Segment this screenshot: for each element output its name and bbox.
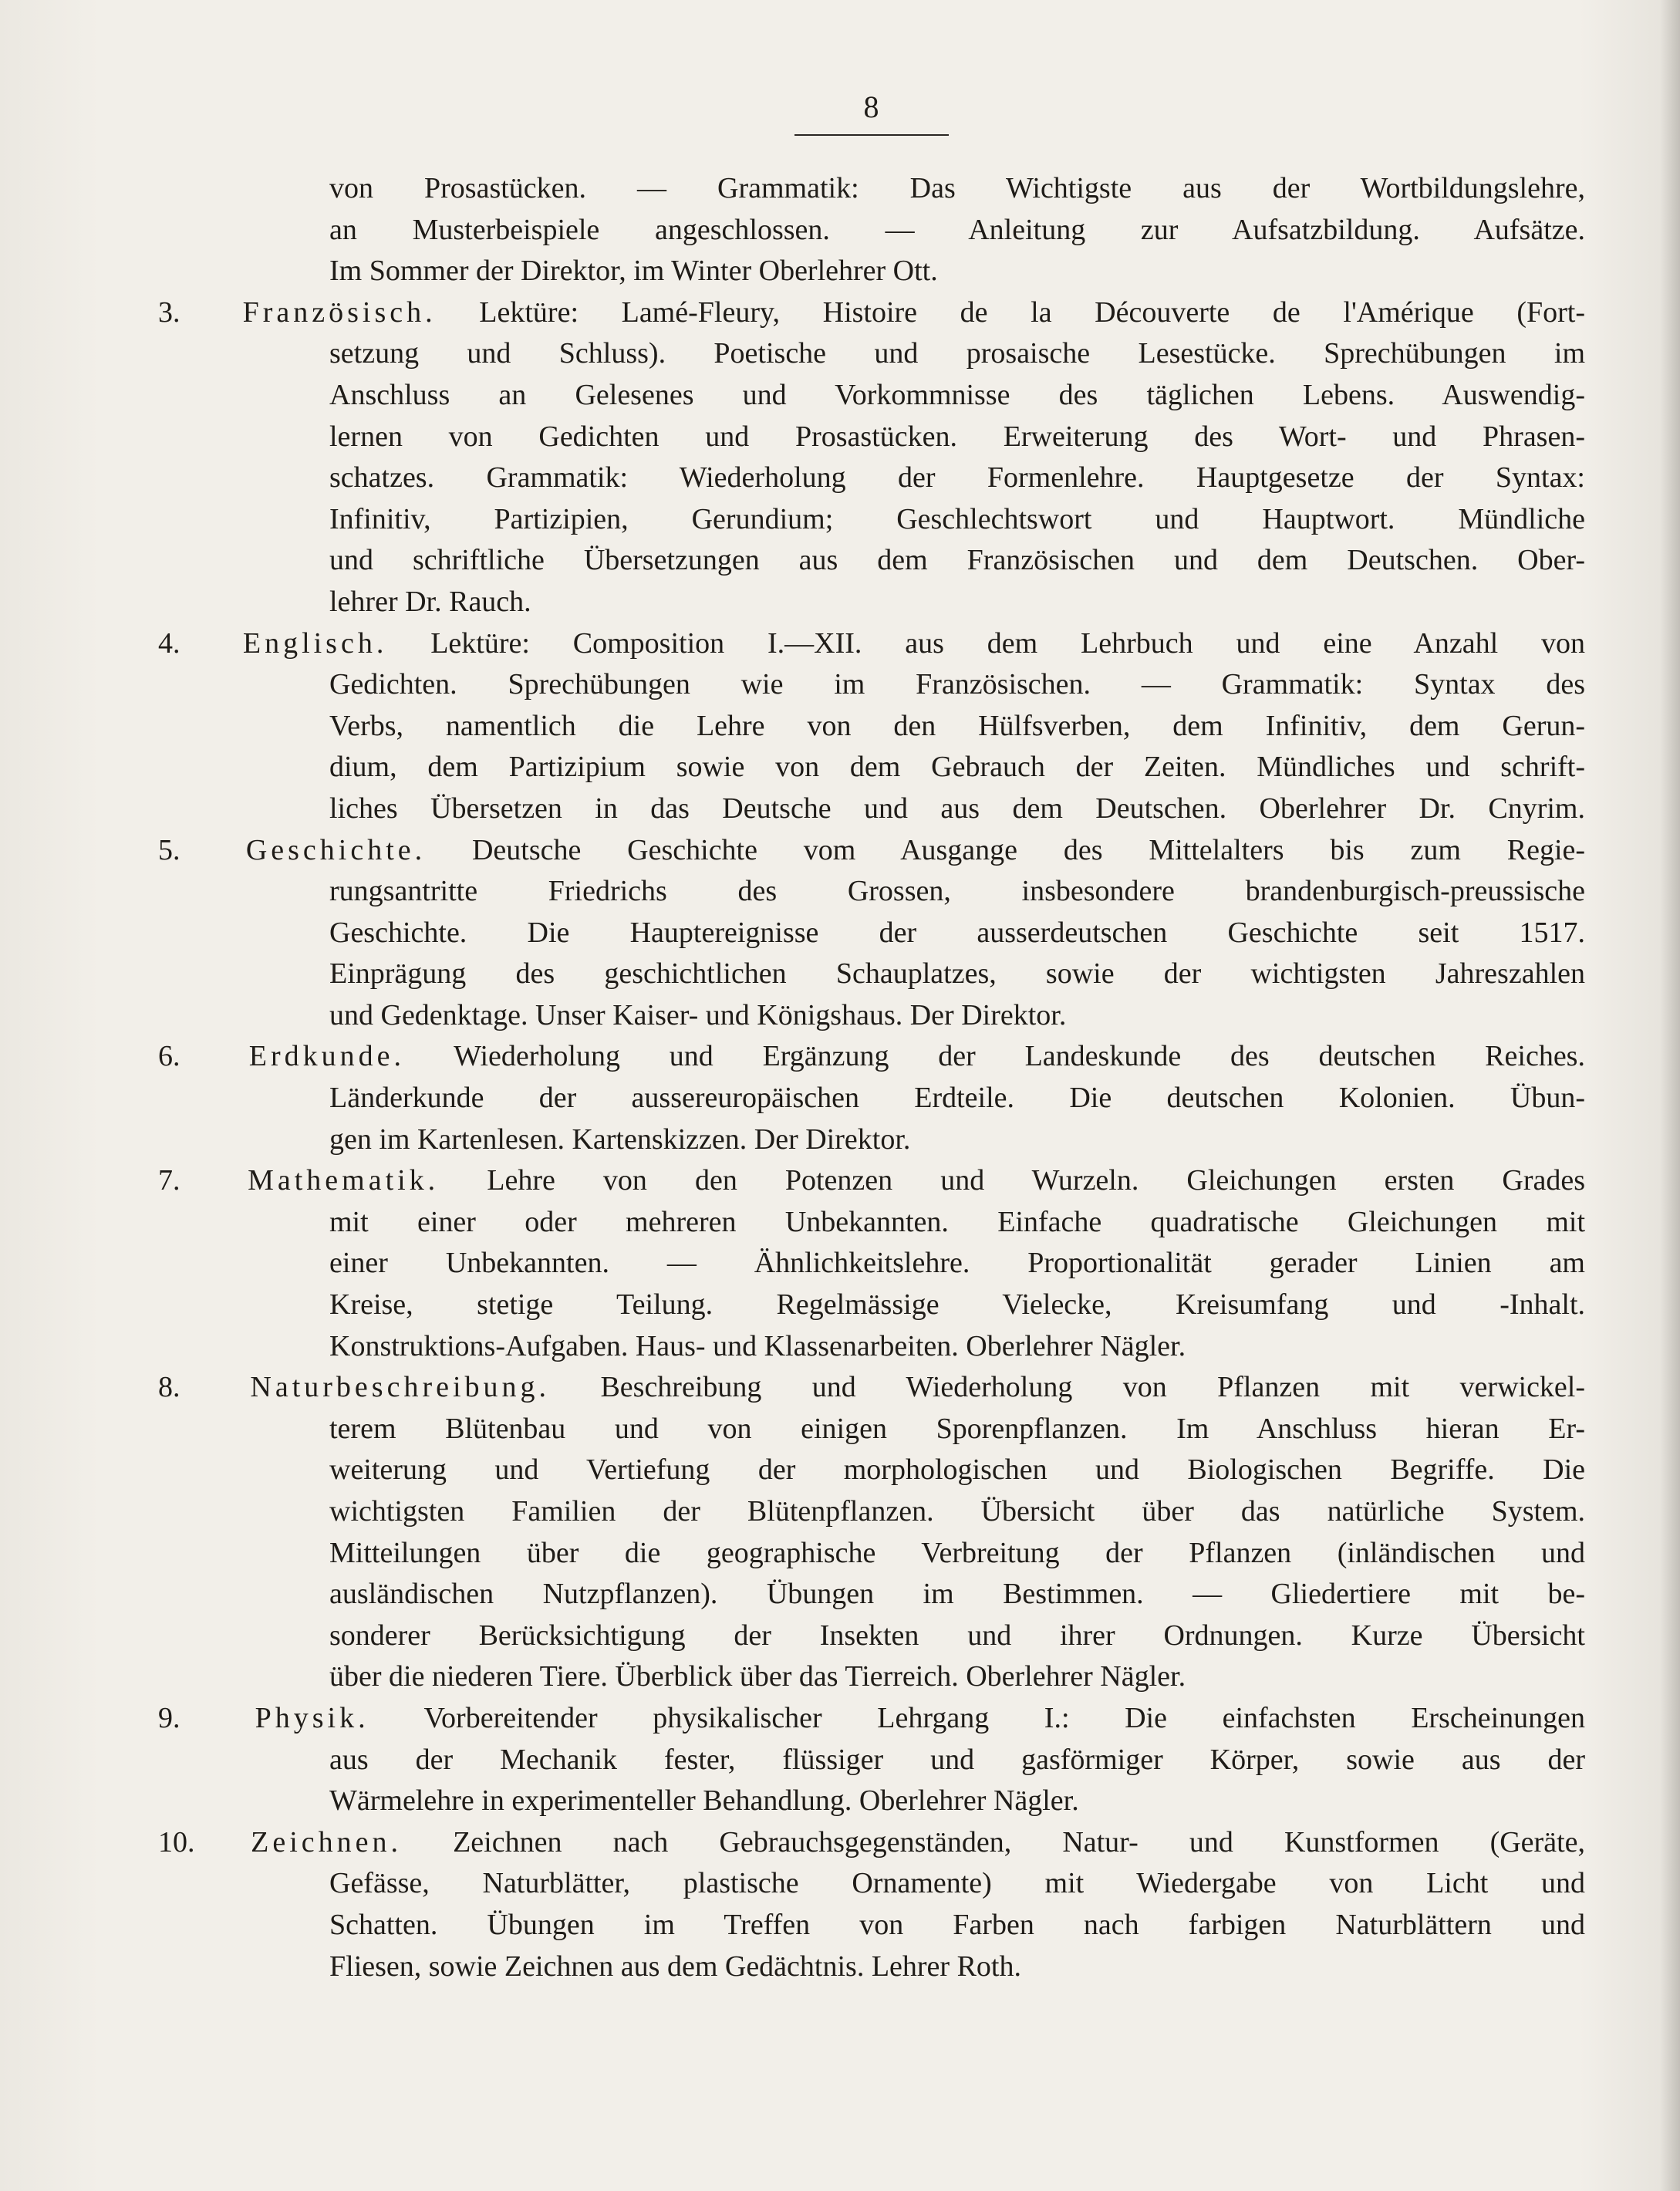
text-line: setzung und Schluss). Poetische und prosaische Lesestücke. Sprechübungen im	[329, 337, 1585, 370]
text-line: Mitteilungen über die geographische Verbreitung der Pflanzen (inländischen und	[329, 1536, 1585, 1569]
section-naturbeschreibung	[158, 1367, 1585, 1698]
section-title: Mathematik.	[248, 1164, 440, 1197]
text-line: rungsantritte Friedrichs des Grossen, insbesondere brandenburgisch-preussische	[329, 875, 1585, 908]
section-number: 8.	[158, 1371, 180, 1404]
text-line: Einprägung des geschichtlichen Schauplatzes, sowie der wichtigsten Jahreszahlen	[329, 957, 1585, 991]
section-number: 9.	[158, 1701, 180, 1734]
text-line: Anschluss an Gelesenes und Vorkommnisse des täglichen Lebens. Auswendig-	[329, 378, 1585, 411]
text-line: Schatten. Übungen im Treffen von Farben nach farbigen Naturblättern und	[329, 1908, 1585, 1941]
section-mathematik	[158, 1160, 1585, 1367]
section-physik	[158, 1698, 1585, 1822]
text-line: dium, dem Partizipium sowie von dem Gebrauch der Zeiten. Mündliches und schrift-	[329, 751, 1585, 784]
section-title: Physik.	[255, 1701, 369, 1734]
text-line: und schriftliche Übersetzungen aus dem Französischen und dem Deutschen. Ober-	[329, 544, 1585, 577]
text-line: und Gedenktage. Unser Kaiser- und Königshaus. Der Direktor.	[329, 998, 1067, 1031]
section-title: Erdkunde.	[248, 1040, 406, 1073]
section-number: 6.	[158, 1040, 180, 1073]
text-line: an Musterbeispiele angeschlossen. — Anleitung zur Aufsatzbildung. Aufsätze.	[329, 213, 1585, 246]
text-line: schatzes. Grammatik: Wiederholung der Formenlehre. Hauptgesetze der Syntax:	[329, 461, 1585, 495]
text-line: mit einer oder mehreren Unbekannten. Einfache quadratische Gleichungen mit	[329, 1205, 1585, 1238]
text-line: über die niederen Tiere. Überblick über das Tierreich. Oberlehrer Nägler.	[329, 1660, 1186, 1693]
section-first-text: Lehre von den Potenzen und Wurzeln. Gleichungen ersten Grades	[487, 1164, 1586, 1197]
text-line: Im Sommer der Direktor, im Winter Oberlehrer Ott.	[329, 255, 938, 288]
section-title: Geschichte.	[245, 833, 427, 866]
page-number: 8	[863, 89, 880, 124]
text-line: lernen von Gedichten und Prosastücken. Erweiterung des Wort- und Phrasen-	[329, 420, 1585, 453]
text-line: lehrer Dr. Rauch.	[329, 585, 531, 618]
section-first-text: Wiederholung und Ergänzung der Landeskunde des deutschen Reiches.	[454, 1040, 1585, 1073]
intro-paragraph	[158, 168, 1585, 292]
section-first-text: Lektüre: Lamé-Fleury, Histoire de la Découverte de l'Amérique (Fort-	[479, 295, 1586, 329]
section-first-text: Vorbereitender physikalischer Lehrgang I.: Die einfachsten Erscheinungen	[423, 1701, 1586, 1734]
text-line: aus der Mechanik fester, flüssiger und gasförmiger Körper, sowie aus der	[329, 1743, 1585, 1776]
section-first-text: Deutsche Geschichte vom Ausgange des Mittelalters bis zum Regie-	[471, 833, 1586, 866]
page-body	[158, 168, 1585, 1987]
text-line: Kreise, stetige Teilung. Regelmässige Vielecke, Kreisumfang und -Inhalt.	[329, 1288, 1585, 1322]
text-line: Gedichten. Sprechübungen wie im Französischen. — Grammatik: Syntax des	[329, 668, 1585, 701]
page-number-rule	[794, 134, 949, 136]
section-first-line	[158, 623, 1585, 665]
section-first-line	[158, 1036, 1585, 1078]
section-englisch	[158, 623, 1585, 830]
section-geschichte	[158, 830, 1585, 1037]
section-title: Naturbeschreibung.	[250, 1371, 551, 1404]
page-edge-shadow	[1660, 0, 1680, 2191]
text-line: Fliesen, sowie Zeichnen aus dem Gedächtnis. Lehrer Roth.	[329, 1950, 1021, 1983]
text-line: sonderer Berücksichtigung der Insekten und ihrer Ordnungen. Kurze Übersicht	[329, 1619, 1585, 1652]
section-first-line	[158, 830, 1585, 872]
text-line: einer Unbekannten. — Ähnlichkeitslehre. Proportionalität gerader Linien am	[329, 1247, 1585, 1280]
section-number: 4.	[158, 626, 180, 660]
section-franzoesisch	[158, 292, 1585, 623]
section-title: Zeichnen.	[251, 1825, 402, 1858]
text-line: Infinitiv, Partizipien, Gerundium; Geschlechtswort und Hauptwort. Mündliche	[329, 502, 1585, 535]
text-line: terem Blütenbau und von einigen Sporenpflanzen. Im Anschluss hieran Er-	[329, 1412, 1585, 1445]
text-line: Geschichte. Die Hauptereignisse der ausserdeutschen Geschichte seit 1517.	[329, 916, 1585, 949]
text-line: gen im Kartenlesen. Kartenskizzen. Der Direktor.	[329, 1123, 911, 1156]
text-line: weiterung und Vertiefung der morphologischen und Biologischen Begriffe. Die	[329, 1453, 1585, 1487]
section-number: 5.	[158, 833, 180, 866]
section-title: Französisch.	[242, 295, 437, 329]
section-zeichnen	[158, 1822, 1585, 1987]
text-line: Wärmelehre in experimenteller Behandlung. Oberlehrer Nägler.	[329, 1784, 1079, 1818]
section-first-text: Beschreibung und Wiederholung von Pflanzen mit verwickel-	[600, 1371, 1586, 1404]
text-line: Konstruktions-Aufgaben. Haus- und Klassenarbeiten. Oberlehrer Nägler.	[329, 1329, 1186, 1362]
text-line: ausländischen Nutzpflanzen). Übungen im Bestimmen. — Gliedertiere mit be-	[329, 1578, 1585, 1611]
section-title: Englisch.	[242, 626, 388, 660]
text-line: Länderkunde der aussereuropäischen Erdteile. Die deutschen Kolonien. Übun-	[329, 1082, 1585, 1115]
section-first-line	[158, 1367, 1585, 1409]
section-number: 10.	[158, 1825, 195, 1858]
text-line: wichtigsten Familien der Blütenpflanzen. Übersicht über das natürliche System.	[329, 1495, 1585, 1528]
section-number: 7.	[158, 1164, 180, 1197]
section-first-line	[158, 1822, 1585, 1864]
section-erdkunde	[158, 1036, 1585, 1160]
section-first-text: Lektüre: Composition I.—XII. aus dem Lehrbuch und eine Anzahl von	[430, 626, 1585, 660]
text-line: Gefässe, Naturblätter, plastische Ornamente) mit Wiedergabe von Licht und	[329, 1867, 1585, 1900]
text-line: liches Übersetzen in das Deutsche und aus dem Deutschen. Oberlehrer Dr. Cnyrim.	[329, 792, 1585, 825]
text-line: von Prosastücken. — Grammatik: Das Wichtigste aus der Wortbildungslehre,	[329, 172, 1585, 204]
section-number: 3.	[158, 295, 180, 329]
section-first-line	[158, 1160, 1585, 1202]
text-line: Verbs, namentlich die Lehre von den Hülfsverben, dem Infinitiv, dem Gerun-	[329, 709, 1585, 742]
section-first-line	[158, 1698, 1585, 1740]
section-first-line	[158, 292, 1585, 334]
section-first-text: Zeichnen nach Gebrauchsgegenständen, Natur- und Kunstformen (Geräte,	[453, 1825, 1585, 1858]
